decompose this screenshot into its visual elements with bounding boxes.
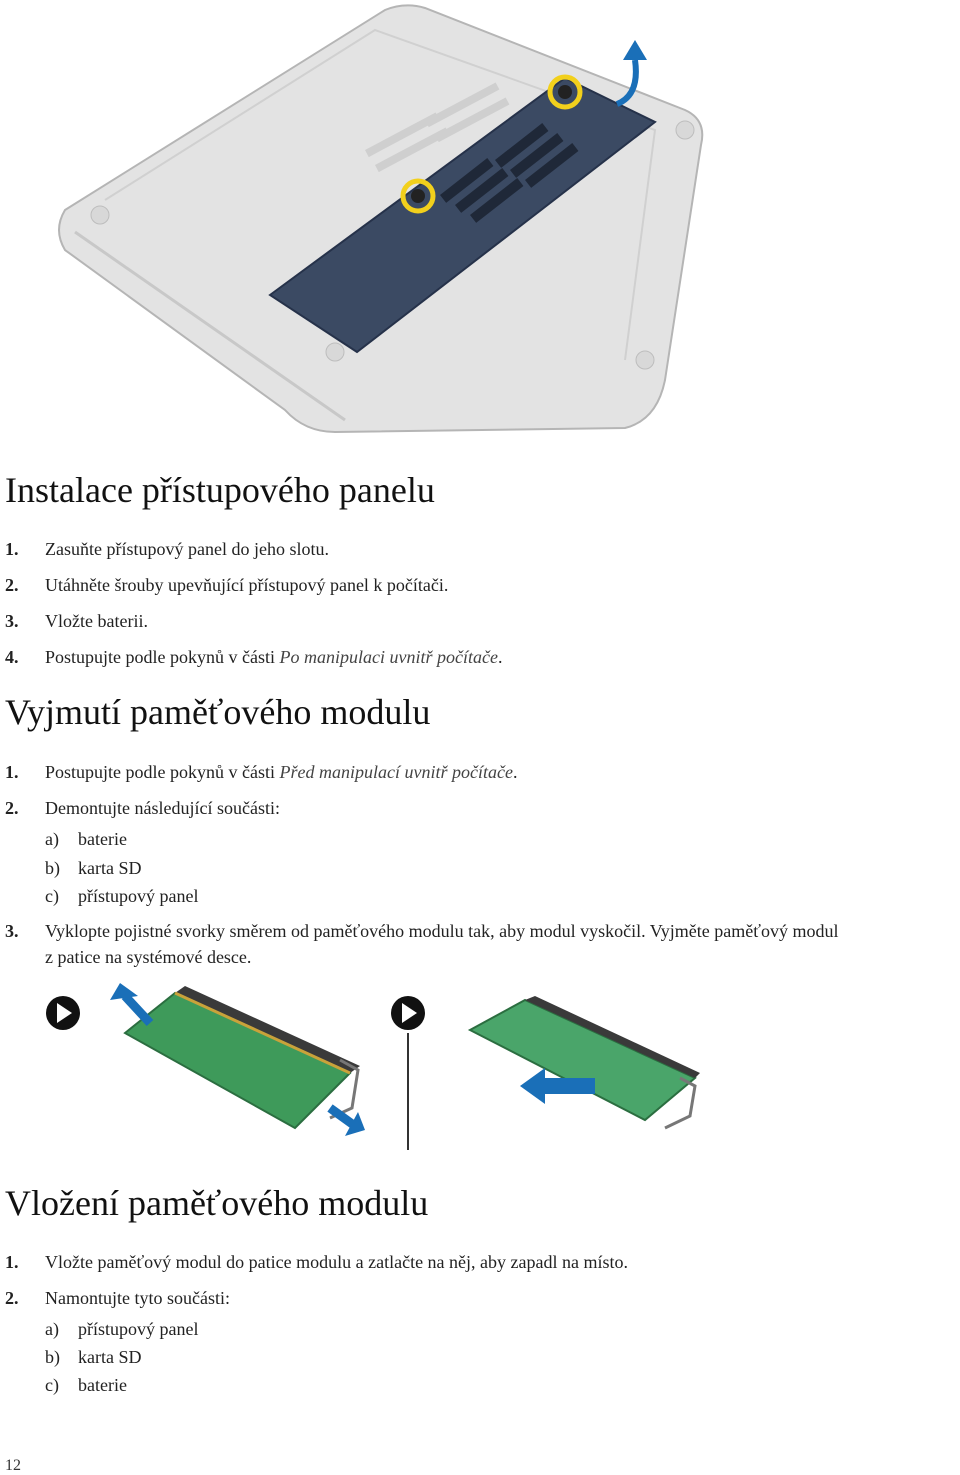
install-memory-step: 1. Vložte paměťový modul do patice modulu a zatlačte na něj, aby zapadl na místo.: [5, 1252, 628, 1272]
sub-item: c) přístupový panel: [45, 886, 199, 906]
remove-step: 2. Demontujte následující součásti:: [5, 798, 280, 818]
heading-remove-memory: Vyjmutí paměťového modulu: [5, 692, 431, 732]
before-working-link[interactable]: Před manipulací uvnitř počítače: [279, 762, 513, 782]
sub-item: b) karta SD: [45, 1347, 142, 1367]
install-step: 3. Vložte baterii.: [5, 611, 148, 631]
install-step: 2. Utáhněte šrouby upevňující přístupový panel k počítači.: [5, 575, 449, 595]
release-arrow-icon: [330, 1108, 365, 1136]
play-icon: [391, 996, 425, 1030]
heading-install-access-panel: Instalace přístupového panelu: [5, 470, 435, 510]
install-memory-step: 2. Namontujte tyto součásti:: [5, 1288, 230, 1308]
sub-item: b) karta SD: [45, 858, 142, 878]
install-step: 1. Zasuňte přístupový panel do jeho slotu.: [5, 539, 329, 559]
after-working-link[interactable]: Po manipulaci uvnitř počítače: [279, 647, 498, 667]
page-number: 12: [5, 1457, 21, 1474]
remove-step: 1. Postupujte podle pokynů v části Před manipulací uvnitř počítače.: [5, 762, 518, 782]
memory-module-illustration: [40, 978, 740, 1158]
remove-step: 3. Vyklopte pojistné svorky směrem od paměťového modulu tak, aby modul vyskočil. Vyjměte paměťový modul: [5, 921, 839, 941]
play-icon: [46, 996, 80, 1030]
remove-step-continuation: z patice na systémové desce.: [45, 947, 252, 967]
sub-item: a) přístupový panel: [45, 1319, 199, 1339]
install-step: 4. Postupujte podle pokynů v části Po manipulaci uvnitř počítače.: [5, 647, 503, 667]
heading-install-memory: Vložení paměťového modulu: [5, 1183, 429, 1223]
sub-item: a) baterie: [45, 829, 127, 849]
release-arrow-icon: [110, 983, 150, 1023]
laptop-access-panel-illustration: [45, 0, 725, 440]
sub-item: c) baterie: [45, 1375, 127, 1395]
